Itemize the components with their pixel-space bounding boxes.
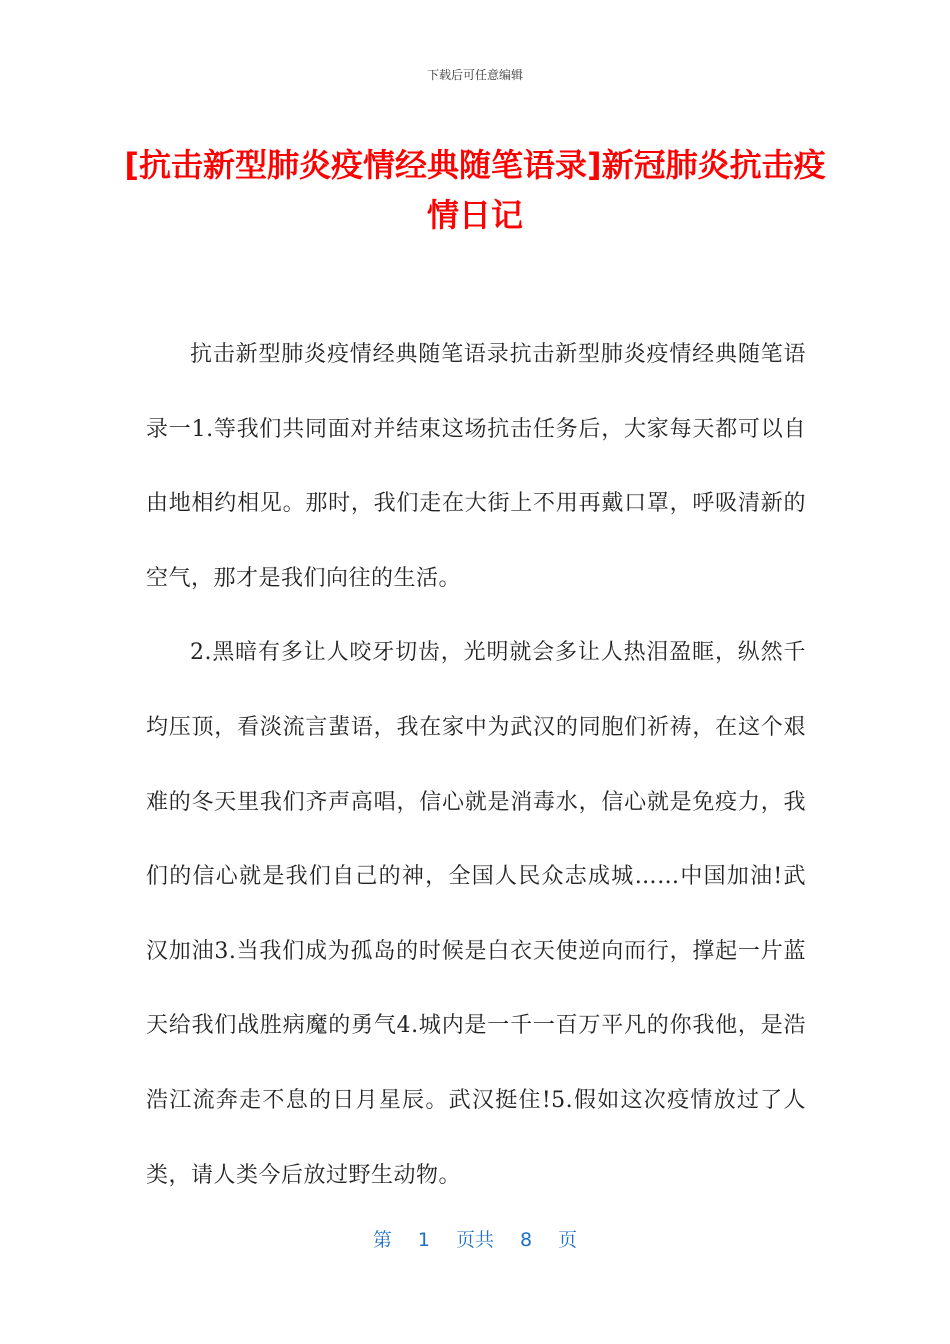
page-footer xyxy=(0,1225,950,1252)
footer-current-page: 1 xyxy=(417,1229,430,1251)
footer-total-pages: 8 xyxy=(520,1229,533,1251)
footer-prefix: 第 xyxy=(372,1229,392,1251)
document-body xyxy=(146,318,806,1213)
footer-suffix: 页 xyxy=(558,1229,578,1251)
footer-middle: 页共 xyxy=(455,1229,494,1251)
document-title: [抗击新型肺炎疫情经典随笔语录]新冠肺炎抗击疫情日记 xyxy=(124,146,826,234)
paragraph-1: 抗击新型肺炎疫情经典随笔语录抗击新型肺炎疫情经典随笔语录一1.等我们共同面对并结束这场抗击任务后，大家每天都可以自由地相约相见。那时，我们走在大街上不用再戴口罩，呼吸清新的空气，那才是我们向往的生活。 xyxy=(146,342,806,591)
paragraph-2: 2.黑暗有多让人咬牙切齿，光明就会多让人热泪盈眶，纵然千均压顶，看淡流言蜚语，我在家中为武汉的同胞们祈祷，在这个艰难的冬天里我们齐声高唱，信心就是消毒水，信心就是免疫力，我们的信心就是我们自己的神，全国人民众志成城……中国加油!武汉加油3.当我们成为孤岛的时候是白衣天使逆向而行，撑起一片蓝天给我们战胜病魔的勇气4.城内是一千一百万平凡的你我他，是浩浩江流奔走不息的日月星辰。武汉挺住!5.假如这次疫情放过了人类，请人类今后放过野生动物。 xyxy=(146,640,806,1188)
header-note: 下载后可任意编辑 xyxy=(426,68,523,82)
